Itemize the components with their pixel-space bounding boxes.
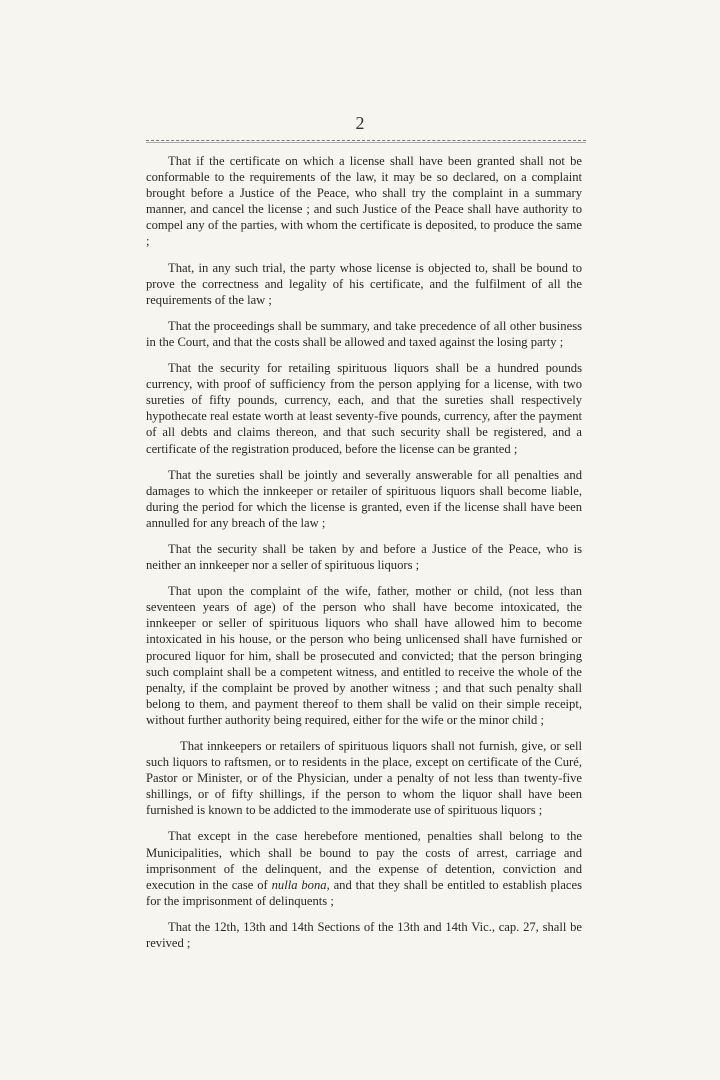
paragraph-penalties-text-before: That except in the case herebefore mentioned, penalties shall belong to the Municipalities, which shall be bound to pay the costs of arrest, carriage and imprisonment of the delinquent, and the expense of detention, conviction and execution in the case of bbox=[146, 829, 582, 892]
page-number: 2 bbox=[355, 113, 365, 133]
header-rule bbox=[146, 140, 586, 141]
paragraph-complaint-family: That upon the complaint of the wife, father, mother or child, (not less than seventeen years of age) of the person who shall have become intoxicated, the innkeeper or seller of spirituous liquors who shall have allowed him to become intoxicated in his house, or the person who being unlicensed shall have furnished or procured liquor for him, shall be prosecuted and convicted; that the person bringing such complaint shall be a competent witness, and entitled to receive the whole of the penalty, if the complaint be proved by another witness ; and that such penalty shall belong to them, and payment thereof to them shall be valid on their simple receipt, without further authority being required, either for the wife or the minor child ; bbox=[146, 584, 582, 727]
paragraph-summary-proceedings: That the proceedings shall be summary, and take precedence of all other business in the Court, and that the costs shall be allowed and taxed against the losing party ; bbox=[146, 318, 582, 349]
header-rule-secondary bbox=[146, 142, 586, 143]
paragraph-security-justice: That the security shall be taken by and before a Justice of the Peace, who is neither an innkeeper nor a seller of spirituous liquors ; bbox=[146, 541, 582, 573]
paragraph-trial-proof: That, in any such trial, the party whose license is objected to, shall be bound to prove the correctness and legality of his certificate, and the fulfilment of all the requirements of the law ; bbox=[146, 260, 582, 307]
paragraph-security-amount: That the security for retailing spirituous liquors shall be a hundred pounds currency, with proof of sufficiency from the person applying for a license, with two sureties of fifty pounds, currency, each, and that the sureties shall respectively hypothecate real estate worth at least seventy-five pounds, currency, after the payment of all debts and claims thereon, and that such security shall be registered, and a certificate of the registration produced, before the license can be granted ; bbox=[146, 361, 582, 456]
paragraph-certificate-nonconformable: That if the certificate on which a license shall have been granted shall not be conformable to the requirements of the law, it may be so declared, on a complaint brought before a Justice of the Peace, who shall try the complaint in a summary manner, and cancel the license ; and such Justice of the Peace shall have authority to compel any of the parties, with whom the certificate is deposited, to produce the same ; bbox=[146, 154, 582, 249]
paragraph-raftsmen: That innkeepers or retailers of spirituous liquors shall not furnish, give, or sell such liquors to raftsmen, or to residents in the place, except on certificate of the Curé, Pastor or Minister, or of the Physician, under a penalty of not less than twenty-five shillings, or of fifty shillings, if the person to whom the liquor shall have been furnished is known to be addicted to the immoderate use of spirituous liquors ; bbox=[146, 739, 582, 818]
body-text bbox=[146, 153, 582, 961]
paragraph-sections-revived: That the 12th, 13th and 14th Sections of the 13th and 14th Vic., cap. 27, shall be revived ; bbox=[146, 919, 582, 951]
paragraph-penalties-municipalities bbox=[146, 828, 582, 908]
nulla-bona-italic: nulla bona bbox=[271, 877, 327, 892]
paragraph-sureties-liability: That the sureties shall be jointly and severally answerable for all penalties and damages to which the innkeeper or retailer of spirituous liquors shall become liable, during the period for which the license is granted, even if the license shall have been annulled for any breach of the law ; bbox=[146, 467, 582, 530]
paragraph-penalties-text-after: , and that they shall be entitled to establish places for the imprisonment of delinquents ; bbox=[146, 877, 582, 908]
